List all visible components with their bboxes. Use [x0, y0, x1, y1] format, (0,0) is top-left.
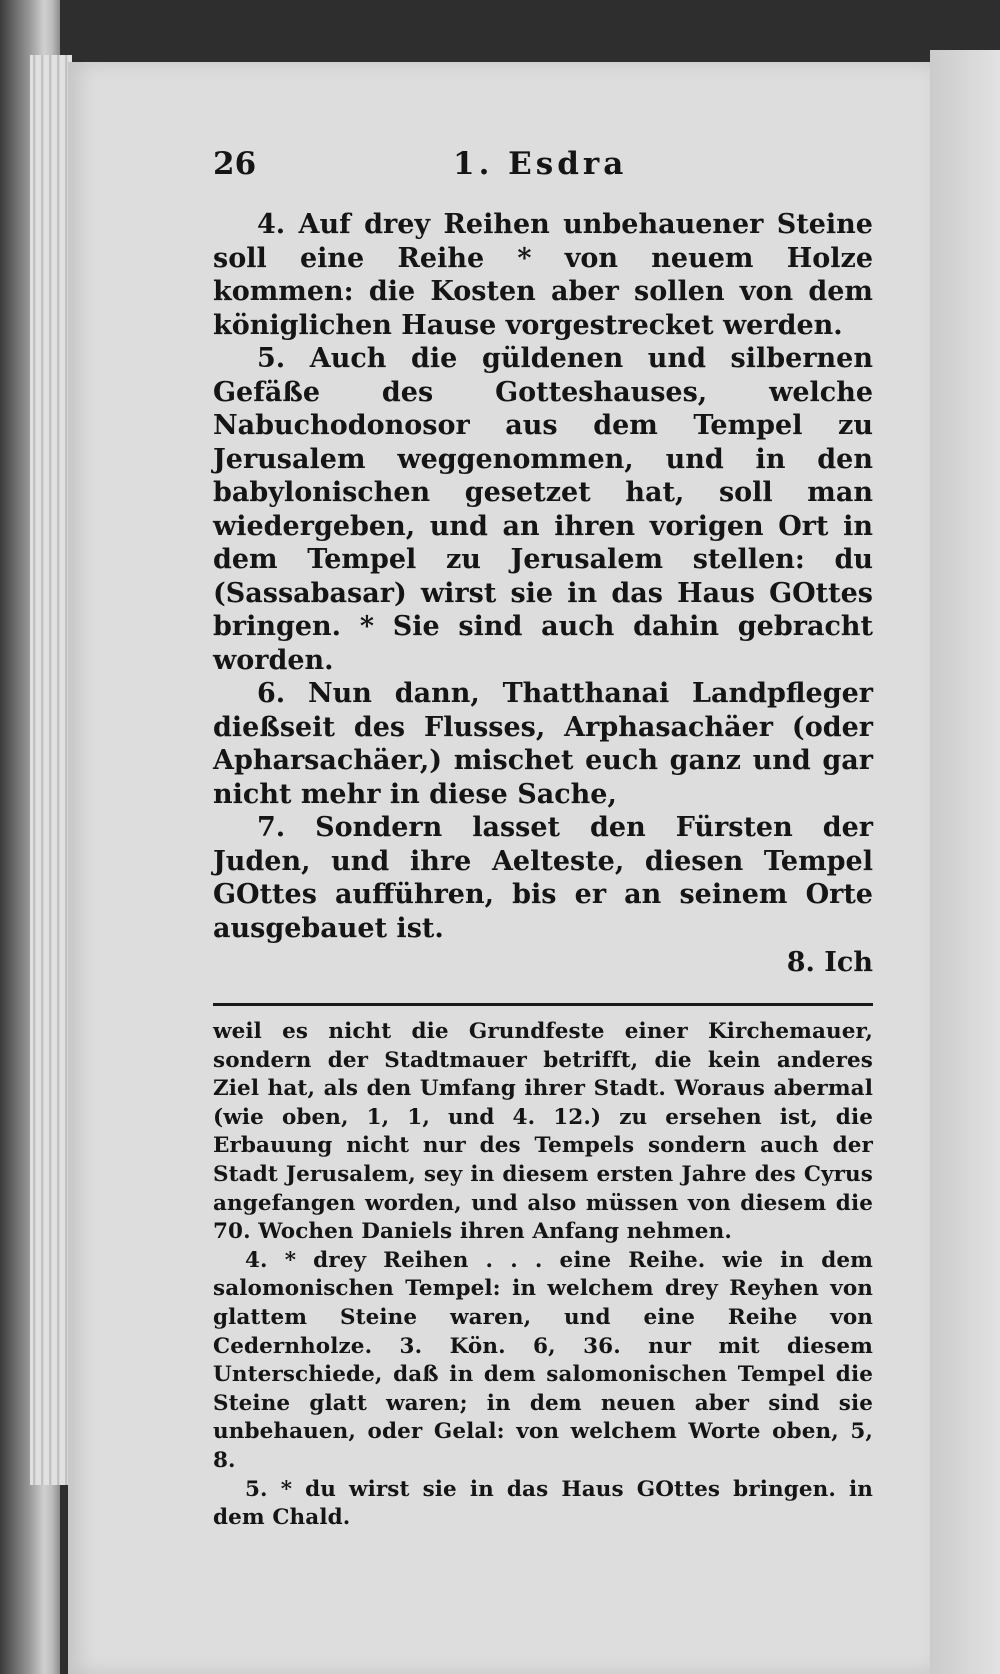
main-text	[213, 208, 873, 945]
verse-6: 6. Nun dann, Thatthanai Landpfleger dießseit des Flusses, Arphasachäer (oder Apharsachäer,) mischet euch ganz und gar nicht mehr in diese Sache,	[213, 678, 873, 810]
page-number: 26	[213, 146, 257, 182]
footnote-verse-5: 5. * du wirst sie in das Haus GOttes bringen. in dem Chald.	[213, 1476, 873, 1531]
footnote-continuation: weil es nicht die Grundfeste einer Kirchemauer, sondern der Stadtmauer betrifft, die kein anderes Ziel hat, als den Umfang ihrer Stadt. Woraus abermal (wie oben, 1, 1, und 4. 12.) zu ersehen ist, die Erbauung nicht nur des Tempels sondern auch der Stadt Jerusalem, sey in diesem ersten Jahre des Cyrus angefangen worden, und also müssen von diesem die 70. Wochen Daniels ihren Anfang nehmen.	[213, 1019, 873, 1245]
footnote-verse-4: 4. * drey Reihen . . . eine Reihe. wie in dem salomonischen Tempel: in welchem drey Reyhen von glattem Steine waren, und eine Reihe von Cedernholze. 3. Kön. 6, 36. nur mit diesem Unterschiede, daß in dem salomonischen Tempel die Steine glatt waren; in dem neuen aber sind sie unbehauen, oder Gelal: von welchem Worte oben, 5, 8.	[213, 1247, 873, 1473]
footnote-rule	[213, 1003, 873, 1006]
page-edges	[30, 55, 72, 1485]
verse-5: 5. Auch die güldenen und silbernen Gefäße des Gotteshauses, welche Nabuchodonosor aus dem Tempel zu Jerusalem weggenommen, und in den babylonischen gesetzet hat, soll man wiedergeben, und an ihren vorigen Ort in dem Tempel zu Jerusalem stellen: du (Sassabasar) wirst sie in das Haus GOttes bringen. * Sie sind auch dahin gebracht worden.	[213, 343, 873, 676]
footnotes	[213, 1018, 873, 1533]
page-content	[213, 140, 873, 1533]
running-title: 1. Esdra	[453, 146, 628, 182]
verse-4: 4. Auf drey Reihen unbehauener Steine soll eine Reihe * von neuem Holze kommen: die Kosten aber sollen von dem königlichen Hause vorgestrecket werden.	[213, 209, 873, 341]
catchword: 8. Ich	[786, 947, 873, 978]
page-header	[213, 140, 873, 200]
verse-7: 7. Sondern lasset den Fürsten der Juden, und ihre Aelteste, diesen Tempel GOttes aufführen, bis er an seinem Orte ausgebauet ist.	[213, 812, 873, 944]
facing-page-edge	[930, 50, 1000, 1674]
